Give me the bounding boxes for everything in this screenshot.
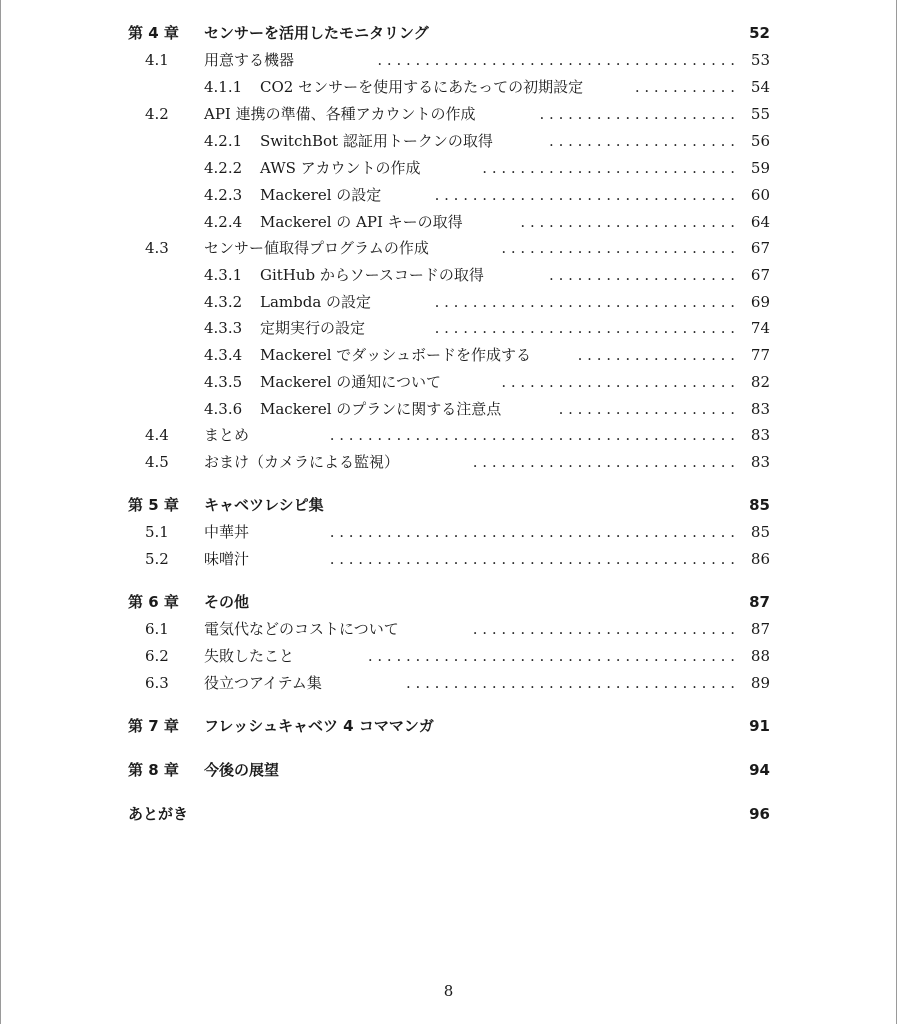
subsection-number: 4.2.3 (204, 186, 243, 204)
page-ref: 87 (749, 593, 770, 611)
page-ref: 77 (750, 346, 770, 364)
subsection-title: Mackerel のプランに関する注意点 (260, 400, 502, 418)
subsection-title: Mackerel の設定 (260, 186, 382, 204)
page-ref: 94 (749, 761, 770, 779)
dot-leader: . . . . . . . . . . . . . . . . . . . . (549, 266, 735, 284)
subsection-title: AWS アカウントの作成 (260, 159, 421, 177)
page-ref: 53 (750, 51, 770, 69)
page-ref: 82 (750, 373, 770, 391)
section-number: 4.4 (145, 426, 169, 444)
dot-leader: . . . . . . . . . . . . . . . . . . . . . . . . . . . . . . . . . . . . . . . . . . . (329, 523, 735, 541)
section-title: 用意する機器 (204, 51, 295, 69)
toc-chapter-row[interactable] (0, 713, 897, 740)
section-number: 6.3 (145, 674, 169, 692)
subsection-number: 4.3.6 (204, 400, 243, 418)
page-ref: 83 (750, 453, 770, 471)
page-ref: 85 (749, 496, 770, 514)
dot-leader: . . . . . . . . . . . . . . . . . . . . . . . . . . . . (472, 453, 735, 471)
toc-subsection-row[interactable] (0, 289, 897, 316)
chapter-title: その他 (204, 593, 250, 611)
dot-leader: . . . . . . . . . . . . . . . . . . . . . (539, 105, 735, 123)
toc-section-row[interactable] (0, 519, 897, 546)
page-ref: 64 (750, 213, 770, 231)
section-title: 役立つアイテム集 (204, 674, 322, 692)
dot-leader: . . . . . . . . . . . . . . . . . . . . . . . . . . . . . . . . (434, 293, 735, 311)
section-number: 4.2 (145, 105, 169, 123)
page-ref: 91 (749, 717, 770, 735)
chapter-title: フレッシュキャベツ 4 コママンガ (204, 717, 434, 735)
section-number: 5.1 (145, 523, 169, 541)
dot-leader: . . . . . . . . . . . . . . . . . . . . . . . . . . . . . . . . . . . . . . (377, 51, 735, 69)
subsection-number: 4.2.4 (204, 213, 243, 231)
dot-leader: . . . . . . . . . . . . . . . . . . . . . . . . . (501, 373, 735, 391)
section-title: まとめ (204, 426, 250, 444)
toc-section-row[interactable] (0, 643, 897, 670)
page-ref: 60 (750, 186, 770, 204)
subsection-title: SwitchBot 認証用トークンの取得 (260, 132, 493, 150)
page-ref: 69 (750, 293, 770, 311)
dot-leader: . . . . . . . . . . . . . . . . . . . . . . . . . . . . . . . . (434, 186, 735, 204)
toc-section-row[interactable] (0, 101, 897, 128)
toc-section-row[interactable] (0, 47, 897, 74)
page-ref: 83 (750, 426, 770, 444)
dot-leader: . . . . . . . . . . . . . . . . . . . . . . . . . . . . (472, 620, 735, 638)
subsection-title: Lambda の設定 (260, 293, 372, 311)
dot-leader: . . . . . . . . . . . . . . . . . . . . . . . (520, 213, 735, 231)
dot-leader: . . . . . . . . . . . . . . . . . . . . . . . . . . . . . . . . (434, 319, 735, 337)
section-title: センサー値取得プログラムの作成 (204, 239, 429, 257)
chapter-title: キャベツレシピ集 (204, 496, 324, 514)
dot-leader: . . . . . . . . . . . . . . . . . . . . (549, 132, 735, 150)
section-title: API 連携の準備、各種アカウントの作成 (204, 105, 476, 123)
toc-section-row[interactable] (0, 449, 897, 476)
chapter-number: 第 5 章 (128, 496, 179, 514)
toc-section-row[interactable] (0, 422, 897, 449)
page-ref: 83 (750, 400, 770, 418)
subsection-number: 4.3.5 (204, 373, 243, 391)
subsection-title: Mackerel の通知について (260, 373, 441, 391)
subsection-number: 4.3.4 (204, 346, 243, 364)
chapter-number: 第 6 章 (128, 593, 179, 611)
subsection-number: 4.2.2 (204, 159, 243, 177)
subsection-number: 4.1.1 (204, 78, 243, 96)
toc-section-row[interactable] (0, 235, 897, 262)
toc-afterword-row[interactable] (0, 801, 897, 828)
page-ref: 67 (750, 266, 770, 284)
dot-leader: . . . . . . . . . . . . . . . . . . . (558, 400, 735, 418)
page-ref: 87 (750, 620, 770, 638)
toc-chapter-row[interactable] (0, 589, 897, 616)
page-ref: 55 (750, 105, 770, 123)
subsection-number: 4.2.1 (204, 132, 243, 150)
subsection-number: 4.3.2 (204, 293, 243, 311)
dot-leader: . . . . . . . . . . . . . . . . . . . . . . . . . . . . . . . . . . . . . . . (367, 647, 735, 665)
toc-chapter-row[interactable] (0, 492, 897, 519)
page-ref: 86 (750, 550, 770, 568)
toc-subsection-row[interactable] (0, 369, 897, 396)
section-title: 失敗したこと (204, 647, 295, 665)
chapter-number: 第 7 章 (128, 717, 179, 735)
section-number: 6.1 (145, 620, 169, 638)
dot-leader: . . . . . . . . . . . . . . . . . . . . . . . . . . . . . . . . . . . . . . . . . . . (329, 426, 735, 444)
page-ref: 85 (750, 523, 770, 541)
toc-section-row[interactable] (0, 616, 897, 643)
dot-leader: . . . . . . . . . . . . . . . . . . . . . . . . . . . (482, 159, 735, 177)
toc-subsection-row[interactable] (0, 209, 897, 236)
chapter-number: 第 8 章 (128, 761, 179, 779)
toc-subsection-row[interactable] (0, 74, 897, 101)
dot-leader: . . . . . . . . . . . . . . . . . (577, 346, 735, 364)
section-number: 5.2 (145, 550, 169, 568)
subsection-title: Mackerel でダッシュボードを作成する (260, 346, 531, 364)
page-ref: 88 (750, 647, 770, 665)
section-title: 味噌汁 (204, 550, 250, 568)
section-number: 4.3 (145, 239, 169, 257)
toc-subsection-row[interactable] (0, 128, 897, 155)
dot-leader: . . . . . . . . . . . . . . . . . . . . . . . . . . . . . . . . . . . (406, 674, 735, 692)
subsection-title: 定期実行の設定 (260, 319, 366, 337)
toc-subsection-row[interactable] (0, 342, 897, 369)
toc-subsection-row[interactable] (0, 262, 897, 289)
section-title: 電気代などのコストについて (204, 620, 399, 638)
toc-chapter-row[interactable] (0, 20, 897, 47)
toc-chapter-row[interactable] (0, 757, 897, 784)
section-title: 中華丼 (204, 523, 250, 541)
section-number: 4.1 (145, 51, 169, 69)
section-number: 6.2 (145, 647, 169, 665)
dot-leader: . . . . . . . . . . . . . . . . . . . . . . . . . (501, 239, 735, 257)
dot-leader: . . . . . . . . . . . . . . . . . . . . . . . . . . . . . . . . . . . . . . . . . . . (329, 550, 735, 568)
toc-subsection-row[interactable] (0, 396, 897, 423)
page-ref: 89 (750, 674, 770, 692)
afterword-title: あとがき (128, 805, 189, 823)
toc-subsection-row[interactable] (0, 182, 897, 209)
page-ref: 67 (750, 239, 770, 257)
toc-subsection-row[interactable] (0, 155, 897, 182)
page-ref: 56 (750, 132, 770, 150)
subsection-title: CO2 センサーを使用するにあたっての初期設定 (260, 78, 584, 96)
subsection-title: GitHub からソースコードの取得 (260, 266, 484, 284)
page-ref: 54 (750, 78, 770, 96)
chapter-number: 第 4 章 (128, 24, 179, 42)
page-ref: 59 (750, 159, 770, 177)
dot-leader: . . . . . . . . . . . (634, 78, 735, 96)
toc-subsection-row[interactable] (0, 315, 897, 342)
chapter-title: 今後の展望 (204, 761, 280, 779)
page-ref: 96 (749, 805, 770, 823)
subsection-number: 4.3.1 (204, 266, 243, 284)
page-ref: 52 (749, 24, 770, 42)
subsection-number: 4.3.3 (204, 319, 243, 337)
toc-section-row[interactable] (0, 546, 897, 573)
subsection-title: Mackerel の API キーの取得 (260, 213, 463, 231)
page-ref: 74 (750, 319, 770, 337)
chapter-title: センサーを活用したモニタリング (204, 24, 429, 42)
page-number: 8 (443, 982, 454, 1000)
toc-section-row[interactable] (0, 670, 897, 697)
section-number: 4.5 (145, 453, 169, 471)
section-title: おまけ（カメラによる監視） (204, 453, 400, 471)
